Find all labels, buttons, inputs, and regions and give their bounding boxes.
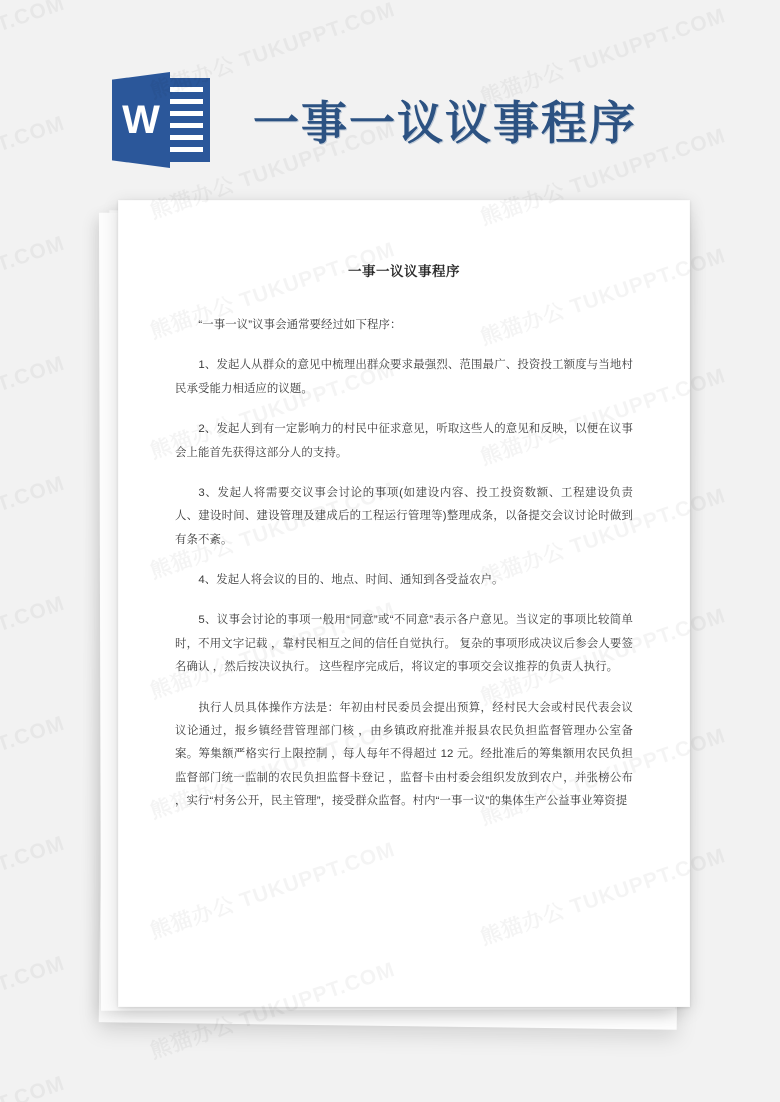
document-paragraph-list bbox=[118, 280, 690, 813]
page-title: 一事一议议事程序 bbox=[253, 98, 637, 149]
page-header bbox=[0, 0, 780, 200]
document-title: 一事一议议事程序 bbox=[348, 264, 460, 279]
document-paragraph-execution: 执行人员具体操作方法是：年初由村民委员会提出预算，经村民大会或村民代表会议议论通过，报乡镇经营管理部门核 ，由乡镇政府批准并报县农民负担监督管理办公室备案。筹集额严格实行上限控制 ，每人每年不得超过 12 元。经批准后的筹集额用农民负担监督部门统一监制的农民负担监督卡登记 ，监督卡由村委会组织发放到农户，并张榜公布 ，实行“村务公开，民主管理”，接受群众监督。村内“一事一议”的集体生产公益事业筹资提 bbox=[175, 701, 633, 807]
document-body bbox=[118, 200, 690, 1007]
document-paragraph-step-2: 2、发起人到有一定影响力的村民中征求意见，听取这些人的意见和反映，以便在议事会上能首先获得这部分人的支持。 bbox=[175, 423, 633, 459]
document-page-front[interactable] bbox=[118, 200, 690, 1007]
document-paragraph-step-4: 4、发起人将会议的目的、地点、时间、通知到各受益农户。 bbox=[198, 574, 504, 586]
document-paragraph-step-5: 5、议事会讨论的事项一般用“同意”或“不同意”表示各户意见。当议定的事项比较简单时，不用文字记载 ，靠村民相互之间的信任自觉执行。 复杂的事项形成决议后参会人要签名确认 ，然后按决议执行。 这些程序完成后，将议定的事项交会议推荐的负责人执行。 bbox=[175, 614, 633, 674]
word-document-icon bbox=[109, 72, 213, 168]
document-paragraph-step-1: 1、发起人从群众的意见中梳理出群众要求最强烈、范围最广、投资投工额度与当地村民承受能力相适应的议题。 bbox=[175, 359, 633, 395]
document-paragraph-step-3: 3、发起人将需要交议事会讨论的事项(如建设内容、投工投资数额、工程建设负责人、建设时间、建设管理及建成后的工程运行管理等)整理成条，以备提交会议讨论时做到有条不紊。 bbox=[175, 486, 633, 546]
document-paragraph-intro: “一事一议”议事会通常要经过如下程序： bbox=[198, 319, 402, 331]
word-icon-letter: W bbox=[122, 98, 160, 142]
